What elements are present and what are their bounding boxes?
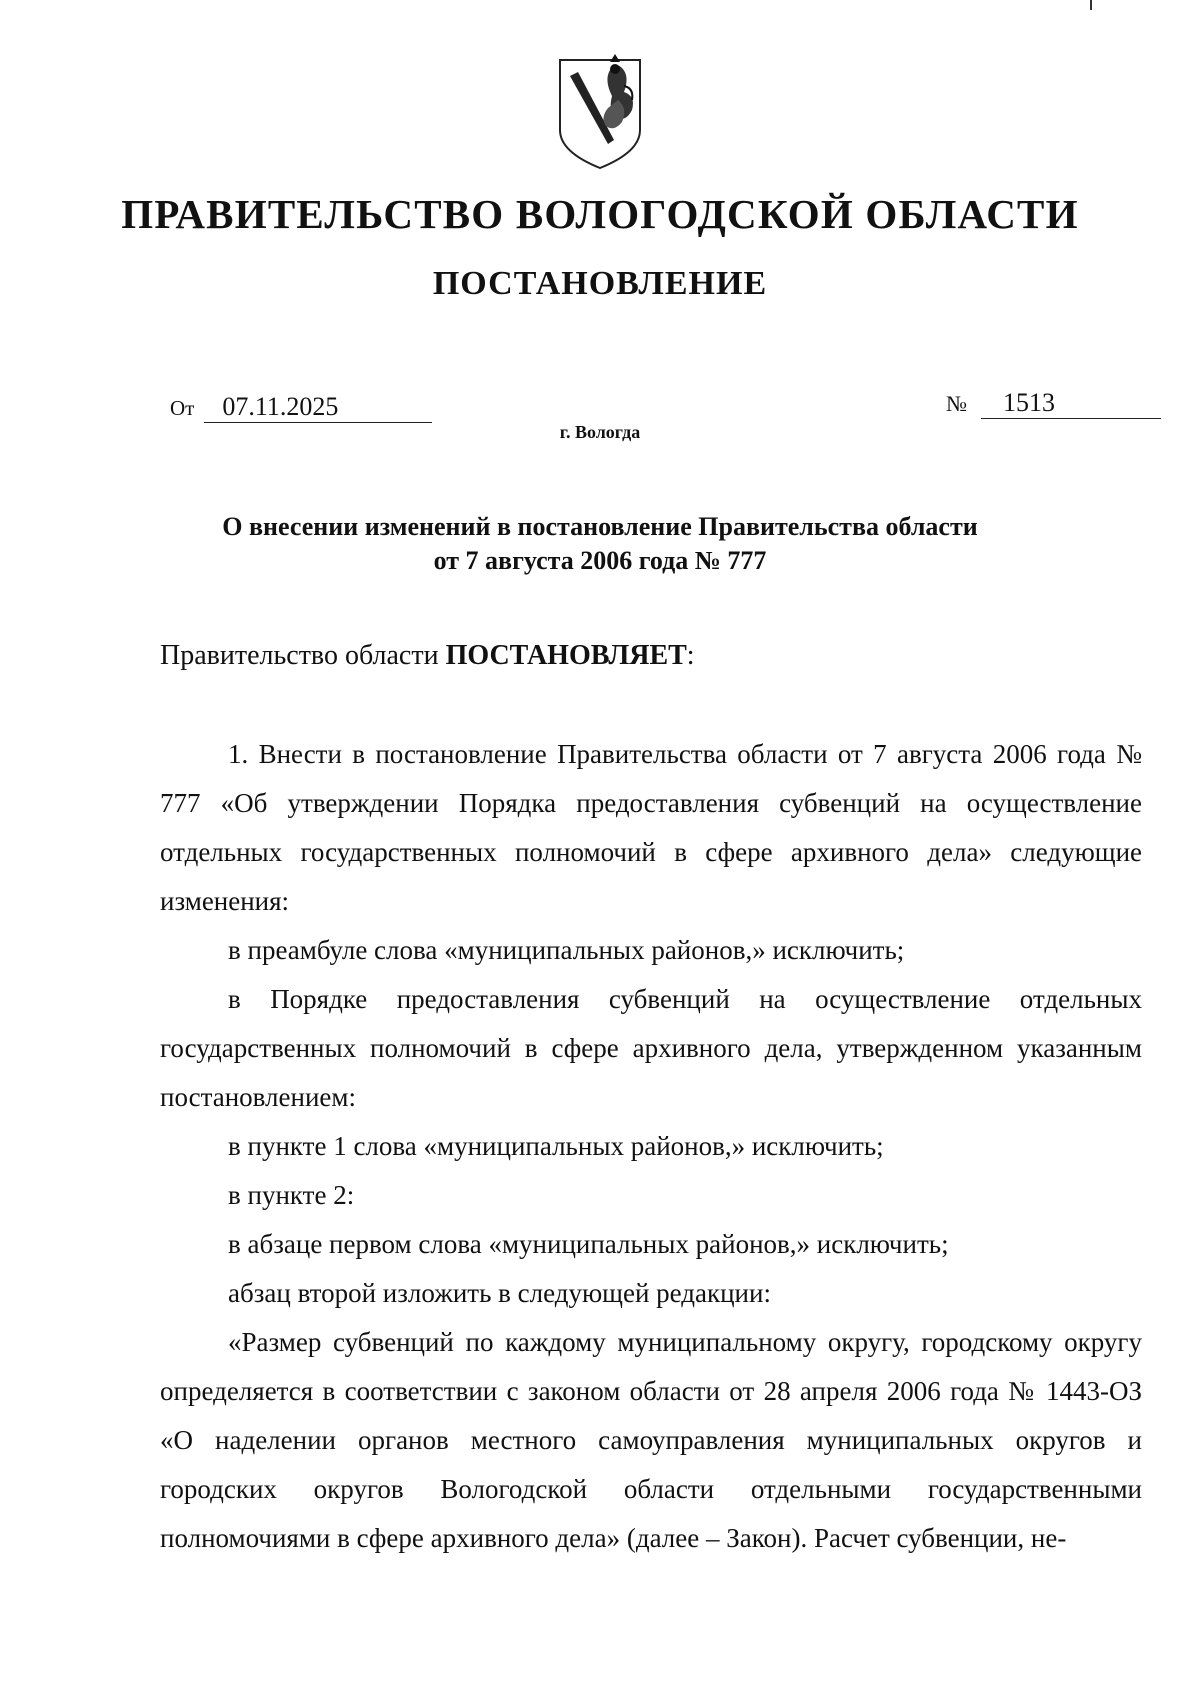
paragraph: в абзаце первом слова «муниципальных районов,» исключить; xyxy=(228,1229,949,1259)
subject-line-1: О внесении изменений в постановление Правительства области xyxy=(222,512,978,541)
document-subject xyxy=(0,510,1200,578)
coat-of-arms-icon xyxy=(552,52,648,172)
date-value: 07.11.2025 xyxy=(204,392,432,423)
decree-lead: Правительство области xyxy=(160,640,439,671)
paragraph: в пункте 2: xyxy=(228,1180,355,1210)
decree-verb: ПОСТАНОВЛЯЕТ xyxy=(445,640,687,671)
city-label: г. Вологда xyxy=(559,422,641,442)
paragraph: 1. Внести в постановление Правительства области от 7 августа 2006 года № 777 «Об утверждении Порядка предоставления субвенций на осуществление отдельных государственных полномочий в сфере архивного дела» следующие изменения: xyxy=(160,739,1142,916)
subject-line-2: от 7 августа 2006 года № 777 xyxy=(433,546,767,575)
number-prefix: № xyxy=(946,391,967,416)
number-value: 1513 xyxy=(981,388,1161,419)
decree-line xyxy=(160,640,695,672)
date-prefix: От xyxy=(170,396,195,420)
paragraph: в преамбуле слова «муниципальных районов,» исключить; xyxy=(228,935,905,965)
number-field xyxy=(946,388,1161,419)
paragraph: абзац второй изложить в следующей редакции: xyxy=(228,1278,771,1308)
document-type: ПОСТАНОВЛЕНИЕ xyxy=(432,265,768,302)
decree-tail: : xyxy=(686,640,695,671)
paragraph: «Размер субвенций по каждому муниципальному округу, городскому округу определяется в соответствии с законом области от 28 апреля 2006 года № 1443-ОЗ «О наделении органов местного самоуправления муниципальных округов и городских округов Вологодской области отдельными государственными полномочиями в сфере архивного дела» (далее – Закон). Расчет субвенции, не- xyxy=(160,1327,1142,1553)
document-body xyxy=(160,730,1142,1563)
paragraph: в Порядке предоставления субвенций на осуществление отдельных государственных полномочий в сфере архивного дела, утвержденном указанным постановлением: xyxy=(160,984,1142,1112)
paragraph: в пункте 1 слова «муниципальных районов,» исключить; xyxy=(228,1131,884,1161)
date-field xyxy=(170,392,432,423)
government-title: ПРАВИТЕЛЬСТВО ВОЛОГОДСКОЙ ОБЛАСТИ xyxy=(121,191,1079,237)
scan-mark xyxy=(1090,0,1092,10)
